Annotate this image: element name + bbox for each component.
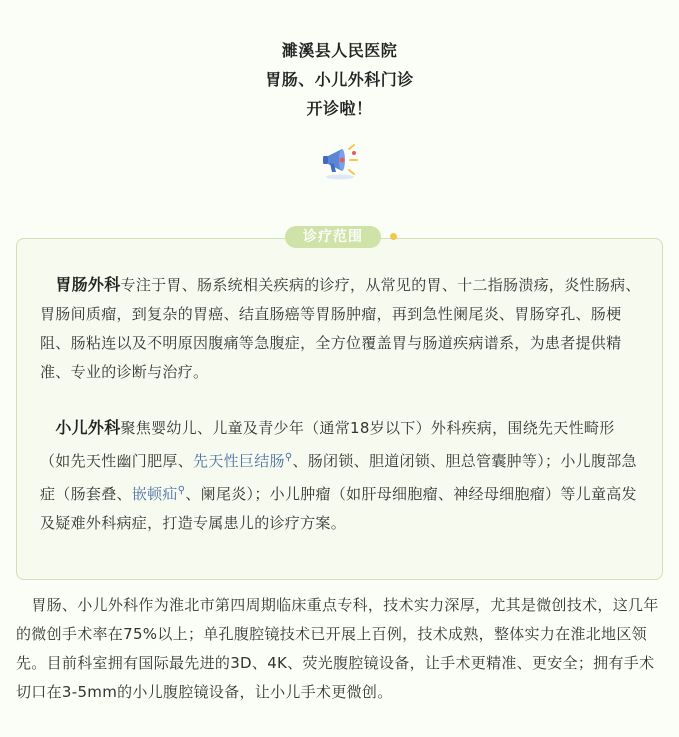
gastro-surgery-paragraph [40, 270, 642, 387]
pediatric-text-b: 、肠闭锁、胆道闭锁、胆总管囊肿等）；小儿腹部急症（肠套叠、 [40, 452, 637, 503]
opening-notice: 开诊啦！ [306, 99, 373, 118]
gastro-lead: 胃肠外科 [55, 275, 121, 294]
search-icon[interactable]: ⚲ [284, 452, 293, 463]
megaphone-icon [318, 139, 362, 183]
department-strength-paragraph [16, 591, 666, 707]
pill-decoration-dot [390, 233, 397, 240]
strength-text: 胃肠、小儿外科作为淮北市第四周期临床重点专科，技术实力深厚，尤其是微创技术，这几年的微创手术率在75%以上；单孔腹腔镜技术已开展上百例，技术成熟，整体实力在淮北地区领先。目前科室拥有国际最先进的3D、4K、荧光腹腔镜设备，让手术更精准、更安全；拥有手术切口在3-5mm的小儿腹腔镜设备，让小儿手术更微创。 [16, 596, 659, 701]
search-icon[interactable]: ⚲ [177, 485, 186, 496]
link-hirschsprung[interactable]: 先天性巨结肠 [193, 452, 285, 470]
gastro-text: 专注于胃、肠系统相关疾病的诊疗，从常见的胃、十二指肠溃疡，炎性肠病、胃肠间质瘤，到复杂的胃癌、结直肠癌等胃肠肿瘤，再到急性阑尾炎、胃肠穿孔、肠梗阻、肠粘连以及不明原因腹痛等急腹症，全方位覆盖胃与肠道疾病谱系，为患者提供精准、专业的诊断与治疗。 [40, 276, 641, 381]
hospital-name: 濉溪县人民医院 [281, 41, 398, 60]
pediatric-text-c: 、阑尾炎）；小儿肿瘤（如肝母细胞瘤、神经母细胞瘤）等儿童高发及疑难外科病症，打造专属患儿的诊疗方案。 [40, 485, 637, 532]
announcement-header [0, 0, 679, 183]
pediatric-surgery-paragraph [40, 413, 642, 538]
pediatric-text-a: 聚焦婴幼儿、儿童及青少年（通常18岁以下）外科疾病，围绕先天性畸形（如先天性幽门肥厚、 [40, 419, 615, 470]
department-title: 胃肠、小儿外科门诊 [265, 70, 414, 89]
section-pill-label: 诊疗范围 [285, 226, 381, 248]
pediatric-lead: 小儿外科 [55, 418, 121, 437]
link-incarcerated-hernia[interactable]: 嵌顿疝 [131, 485, 178, 503]
